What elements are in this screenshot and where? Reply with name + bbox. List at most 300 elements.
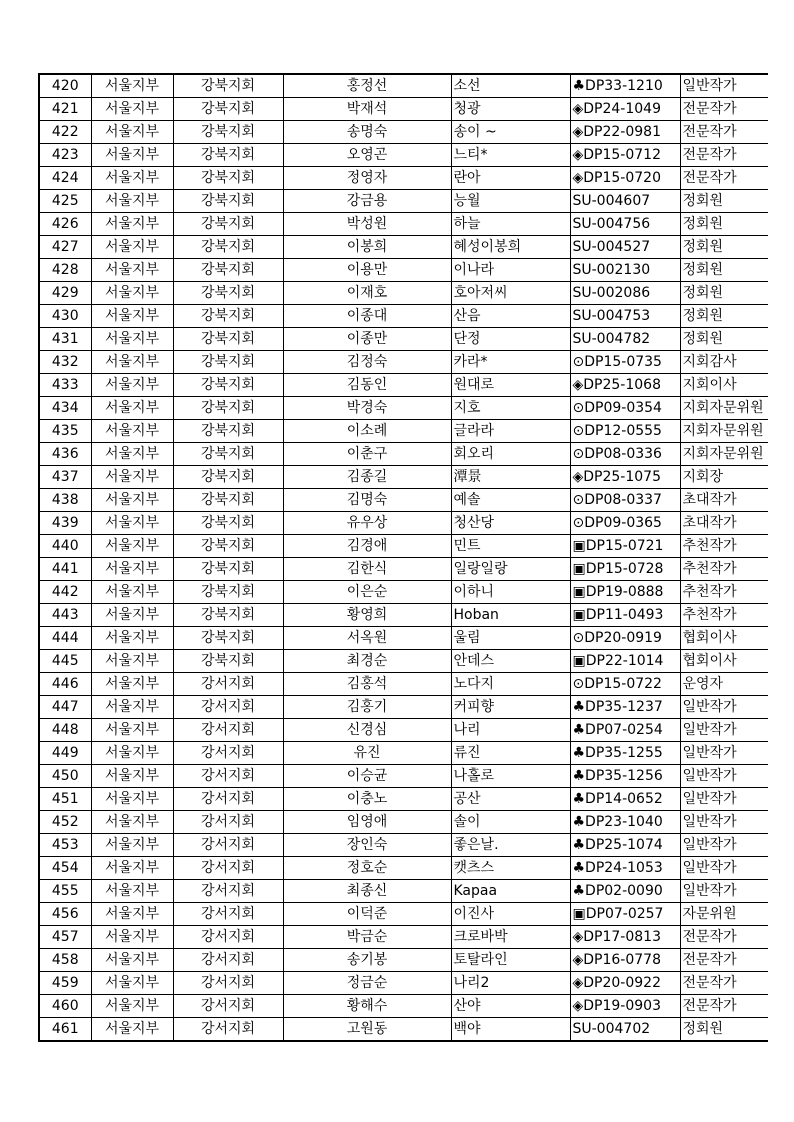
member-id-cell: ▣DP07-0257 [570,903,680,926]
member-name-cell: 이재호 [283,282,451,305]
member-id-cell: ▣DP15-0728 [570,558,680,581]
member-id-cell: ▣DP19-0888 [570,581,680,604]
member-name-cell: 이종만 [283,328,451,351]
chapter-cell: 강북지회 [173,121,283,144]
member-name-cell: 이종대 [283,305,451,328]
pen-name-cell: 류진 [451,742,570,765]
pen-name-cell: 캣츠스 [451,857,570,880]
member-name-cell: 오영곤 [283,144,451,167]
member-no-cell: 451 [39,788,91,811]
member-name-cell: 송기봉 [283,949,451,972]
pen-name-cell: 울림 [451,627,570,650]
branch-cell: 서울지부 [91,190,173,213]
grade-cell: 일반작가 [680,742,768,765]
pen-name-cell: 단정 [451,328,570,351]
chapter-cell: 강서지회 [173,903,283,926]
grade-cell: 정회원 [680,1018,768,1042]
pen-name-cell: 호아저씨 [451,282,570,305]
grade-cell: 일반작가 [680,696,768,719]
chapter-cell: 강북지회 [173,236,283,259]
branch-cell: 서울지부 [91,213,173,236]
grade-cell: 지회자문위원 [680,420,768,443]
pen-name-cell: 좋은날. [451,834,570,857]
branch-cell: 서울지부 [91,121,173,144]
branch-cell: 서울지부 [91,788,173,811]
chapter-cell: 강북지회 [173,558,283,581]
member-no-cell: 440 [39,535,91,558]
grade-cell: 정회원 [680,282,768,305]
member-no-cell: 445 [39,650,91,673]
member-name-cell: 박성원 [283,213,451,236]
branch-cell: 서울지부 [91,282,173,305]
pen-name-cell: Kapaa [451,880,570,903]
table-row [39,788,768,811]
member-name-cell: 홍정선 [283,74,451,98]
table-row [39,581,768,604]
member-id-cell: ◈DP17-0813 [570,926,680,949]
pen-name-cell: 안데스 [451,650,570,673]
pen-name-cell: 청산당 [451,512,570,535]
member-name-cell: 장인숙 [283,834,451,857]
chapter-cell: 강북지회 [173,420,283,443]
member-name-cell: 정영자 [283,167,451,190]
chapter-cell: 강북지회 [173,167,283,190]
branch-cell: 서울지부 [91,604,173,627]
member-name-cell: 황영희 [283,604,451,627]
pen-name-cell: 공산 [451,788,570,811]
member-name-cell: 이춘구 [283,443,451,466]
grade-cell: 일반작가 [680,834,768,857]
pen-name-cell: 이나라 [451,259,570,282]
chapter-cell: 강북지회 [173,397,283,420]
table-row [39,282,768,305]
member-name-cell: 김명숙 [283,489,451,512]
table-row [39,121,768,144]
member-id-cell: ◈DP20-0922 [570,972,680,995]
member-id-cell: SU-002086 [570,282,680,305]
chapter-cell: 강서지회 [173,880,283,903]
table-row [39,949,768,972]
member-no-cell: 421 [39,98,91,121]
member-no-cell: 436 [39,443,91,466]
branch-cell: 서울지부 [91,857,173,880]
member-id-cell: ⊙DP08-0337 [570,489,680,512]
grade-cell: 전문작가 [680,121,768,144]
grade-cell: 전문작가 [680,98,768,121]
member-no-cell: 424 [39,167,91,190]
pen-name-cell: 송이 ~ [451,121,570,144]
table-row [39,558,768,581]
table-row [39,765,768,788]
member-id-cell: ♣DP35-1255 [570,742,680,765]
member-id-cell: ⊙DP15-0722 [570,673,680,696]
grade-cell: 초대작가 [680,489,768,512]
member-name-cell: 김홍석 [283,673,451,696]
chapter-cell: 강북지회 [173,604,283,627]
grade-cell: 전문작가 [680,167,768,190]
member-id-cell: ♣DP24-1053 [570,857,680,880]
chapter-cell: 강서지회 [173,765,283,788]
table-row [39,995,768,1018]
member-name-cell: 김동인 [283,374,451,397]
pen-name-cell: 민트 [451,535,570,558]
member-name-cell: 최종신 [283,880,451,903]
branch-cell: 서울지부 [91,144,173,167]
grade-cell: 전문작가 [680,949,768,972]
chapter-cell: 강북지회 [173,535,283,558]
member-id-cell: ▣DP15-0721 [570,535,680,558]
table-row [39,742,768,765]
member-no-cell: 438 [39,489,91,512]
branch-cell: 서울지부 [91,673,173,696]
grade-cell: 일반작가 [680,74,768,98]
table-row [39,696,768,719]
pen-name-cell: 나리2 [451,972,570,995]
pen-name-cell: 느티* [451,144,570,167]
member-name-cell: 김정숙 [283,351,451,374]
table-row [39,374,768,397]
member-no-cell: 429 [39,282,91,305]
pen-name-cell: 솔이 [451,811,570,834]
chapter-cell: 강북지회 [173,305,283,328]
member-table-body [39,74,768,1041]
branch-cell: 서울지부 [91,397,173,420]
member-no-cell: 426 [39,213,91,236]
member-no-cell: 457 [39,926,91,949]
pen-name-cell: 하늘 [451,213,570,236]
branch-cell: 서울지부 [91,1018,173,1042]
member-name-cell: 이소례 [283,420,451,443]
table-row [39,834,768,857]
chapter-cell: 강서지회 [173,995,283,1018]
member-id-cell: ⊙DP08-0336 [570,443,680,466]
chapter-cell: 강북지회 [173,374,283,397]
member-id-cell: ◈DP19-0903 [570,995,680,1018]
branch-cell: 서울지부 [91,880,173,903]
member-id-cell: ♣DP02-0090 [570,880,680,903]
branch-cell: 서울지부 [91,765,173,788]
member-no-cell: 448 [39,719,91,742]
member-name-cell: 최경순 [283,650,451,673]
branch-cell: 서울지부 [91,443,173,466]
member-no-cell: 431 [39,328,91,351]
chapter-cell: 강북지회 [173,466,283,489]
chapter-cell: 강북지회 [173,190,283,213]
grade-cell: 지회이사 [680,374,768,397]
member-name-cell: 이용만 [283,259,451,282]
member-no-cell: 446 [39,673,91,696]
branch-cell: 서울지부 [91,627,173,650]
grade-cell: 추천작가 [680,558,768,581]
grade-cell: 일반작가 [680,880,768,903]
member-name-cell: 정금순 [283,972,451,995]
chapter-cell: 강서지회 [173,788,283,811]
member-name-cell: 임영애 [283,811,451,834]
member-no-cell: 425 [39,190,91,213]
table-row [39,489,768,512]
member-id-cell: ◈DP15-0720 [570,167,680,190]
table-row [39,420,768,443]
chapter-cell: 강서지회 [173,719,283,742]
grade-cell: 운영자 [680,673,768,696]
member-id-cell: ♣DP35-1256 [570,765,680,788]
branch-cell: 서울지부 [91,351,173,374]
member-id-cell: ⊙DP09-0365 [570,512,680,535]
branch-cell: 서울지부 [91,811,173,834]
pen-name-cell: 일랑일랑 [451,558,570,581]
member-no-cell: 460 [39,995,91,1018]
member-no-cell: 454 [39,857,91,880]
member-name-cell: 김홍기 [283,696,451,719]
chapter-cell: 강북지회 [173,512,283,535]
grade-cell: 전문작가 [680,995,768,1018]
member-id-cell: ♣DP35-1237 [570,696,680,719]
member-name-cell: 이은순 [283,581,451,604]
grade-cell: 일반작가 [680,788,768,811]
chapter-cell: 강서지회 [173,834,283,857]
table-row [39,351,768,374]
member-id-cell: SU-004756 [570,213,680,236]
member-no-cell: 430 [39,305,91,328]
table-row [39,328,768,351]
chapter-cell: 강북지회 [173,74,283,98]
table-row [39,673,768,696]
table-row [39,74,768,98]
table-row [39,719,768,742]
member-id-cell: ♣DP14-0652 [570,788,680,811]
chapter-cell: 강북지회 [173,98,283,121]
chapter-cell: 강북지회 [173,443,283,466]
member-no-cell: 435 [39,420,91,443]
pen-name-cell: 백야 [451,1018,570,1042]
member-name-cell: 이봉희 [283,236,451,259]
grade-cell: 지회자문위원 [680,397,768,420]
chapter-cell: 강서지회 [173,1018,283,1042]
member-no-cell: 434 [39,397,91,420]
member-no-cell: 422 [39,121,91,144]
table-row [39,811,768,834]
member-name-cell: 이충노 [283,788,451,811]
grade-cell: 일반작가 [680,765,768,788]
member-name-cell: 서옥원 [283,627,451,650]
member-name-cell: 박경숙 [283,397,451,420]
branch-cell: 서울지부 [91,420,173,443]
table-row [39,236,768,259]
member-name-cell: 유진 [283,742,451,765]
member-id-cell: SU-002130 [570,259,680,282]
table-row [39,604,768,627]
member-no-cell: 461 [39,1018,91,1042]
member-no-cell: 432 [39,351,91,374]
member-no-cell: 447 [39,696,91,719]
pen-name-cell: 카라* [451,351,570,374]
member-no-cell: 442 [39,581,91,604]
grade-cell: 정회원 [680,328,768,351]
table-row [39,972,768,995]
member-id-cell: ⊙DP12-0555 [570,420,680,443]
table-row [39,535,768,558]
member-id-cell: ♣DP25-1074 [570,834,680,857]
pen-name-cell: 청광 [451,98,570,121]
member-no-cell: 459 [39,972,91,995]
member-id-cell: ⊙DP20-0919 [570,627,680,650]
grade-cell: 일반작가 [680,857,768,880]
chapter-cell: 강서지회 [173,857,283,880]
table-row [39,650,768,673]
member-no-cell: 423 [39,144,91,167]
member-id-cell: ⊙DP09-0354 [570,397,680,420]
member-id-cell: ◈DP25-1068 [570,374,680,397]
member-name-cell: 김한식 [283,558,451,581]
grade-cell: 전문작가 [680,972,768,995]
chapter-cell: 강서지회 [173,972,283,995]
branch-cell: 서울지부 [91,535,173,558]
pen-name-cell: Hoban [451,604,570,627]
member-id-cell: SU-004607 [570,190,680,213]
member-no-cell: 437 [39,466,91,489]
member-name-cell: 박재석 [283,98,451,121]
grade-cell: 자문위원 [680,903,768,926]
table-row [39,305,768,328]
branch-cell: 서울지부 [91,926,173,949]
pen-name-cell: 원대로 [451,374,570,397]
member-no-cell: 427 [39,236,91,259]
member-id-cell: ▣DP11-0493 [570,604,680,627]
chapter-cell: 강북지회 [173,282,283,305]
chapter-cell: 강서지회 [173,696,283,719]
grade-cell: 정회원 [680,190,768,213]
table-row [39,443,768,466]
member-id-cell: ♣DP23-1040 [570,811,680,834]
chapter-cell: 강서지회 [173,673,283,696]
chapter-cell: 강북지회 [173,650,283,673]
chapter-cell: 강북지회 [173,351,283,374]
member-no-cell: 420 [39,74,91,98]
member-id-cell: SU-004702 [570,1018,680,1042]
pen-name-cell: 나홀로 [451,765,570,788]
member-no-cell: 449 [39,742,91,765]
chapter-cell: 강서지회 [173,742,283,765]
member-no-cell: 443 [39,604,91,627]
table-row [39,213,768,236]
grade-cell: 정회원 [680,259,768,282]
chapter-cell: 강북지회 [173,144,283,167]
pen-name-cell: 예솔 [451,489,570,512]
branch-cell: 서울지부 [91,489,173,512]
member-no-cell: 428 [39,259,91,282]
branch-cell: 서울지부 [91,995,173,1018]
member-name-cell: 고원동 [283,1018,451,1042]
table-row [39,512,768,535]
chapter-cell: 강북지회 [173,627,283,650]
branch-cell: 서울지부 [91,650,173,673]
member-no-cell: 452 [39,811,91,834]
member-name-cell: 이승균 [283,765,451,788]
pen-name-cell: 능월 [451,190,570,213]
member-name-cell: 김종길 [283,466,451,489]
grade-cell: 지회자문위원 [680,443,768,466]
branch-cell: 서울지부 [91,236,173,259]
member-table [38,73,768,1042]
branch-cell: 서울지부 [91,581,173,604]
grade-cell: 정회원 [680,213,768,236]
member-name-cell: 신경심 [283,719,451,742]
pen-name-cell: 노다지 [451,673,570,696]
pen-name-cell: 소선 [451,74,570,98]
table-row [39,903,768,926]
branch-cell: 서울지부 [91,558,173,581]
table-row [39,466,768,489]
table-row [39,259,768,282]
pen-name-cell: 글라라 [451,420,570,443]
branch-cell: 서울지부 [91,328,173,351]
member-id-cell: ♣DP33-1210 [570,74,680,98]
grade-cell: 추천작가 [680,604,768,627]
chapter-cell: 강서지회 [173,926,283,949]
branch-cell: 서울지부 [91,374,173,397]
grade-cell: 협회이사 [680,627,768,650]
grade-cell: 초대작가 [680,512,768,535]
member-name-cell: 황해수 [283,995,451,1018]
member-no-cell: 453 [39,834,91,857]
grade-cell: 전문작가 [680,144,768,167]
chapter-cell: 강서지회 [173,949,283,972]
table-row [39,98,768,121]
member-no-cell: 458 [39,949,91,972]
member-id-cell: ▣DP22-1014 [570,650,680,673]
member-no-cell: 439 [39,512,91,535]
chapter-cell: 강북지회 [173,489,283,512]
pen-name-cell: 크로바박 [451,926,570,949]
pen-name-cell: 지호 [451,397,570,420]
chapter-cell: 강북지회 [173,581,283,604]
member-name-cell: 유우상 [283,512,451,535]
pen-name-cell: 산야 [451,995,570,1018]
chapter-cell: 강서지회 [173,811,283,834]
branch-cell: 서울지부 [91,74,173,98]
member-no-cell: 441 [39,558,91,581]
member-name-cell: 김경애 [283,535,451,558]
table-row [39,880,768,903]
branch-cell: 서울지부 [91,719,173,742]
branch-cell: 서울지부 [91,834,173,857]
chapter-cell: 강북지회 [173,328,283,351]
grade-cell: 지회감사 [680,351,768,374]
member-id-cell: SU-004782 [570,328,680,351]
grade-cell: 일반작가 [680,719,768,742]
branch-cell: 서울지부 [91,466,173,489]
member-name-cell: 송명숙 [283,121,451,144]
grade-cell: 협회이사 [680,650,768,673]
branch-cell: 서울지부 [91,903,173,926]
pen-name-cell: 나리 [451,719,570,742]
member-name-cell: 정호순 [283,857,451,880]
table-row [39,190,768,213]
branch-cell: 서울지부 [91,949,173,972]
pen-name-cell: 토탈라인 [451,949,570,972]
member-id-cell: ⊙DP15-0735 [570,351,680,374]
member-id-cell: ◈DP22-0981 [570,121,680,144]
table-row [39,857,768,880]
table-row [39,167,768,190]
grade-cell: 일반작가 [680,811,768,834]
pen-name-cell: 혜성이봉희 [451,236,570,259]
pen-name-cell: 회오리 [451,443,570,466]
branch-cell: 서울지부 [91,972,173,995]
grade-cell: 추천작가 [680,581,768,604]
member-no-cell: 433 [39,374,91,397]
member-no-cell: 444 [39,627,91,650]
